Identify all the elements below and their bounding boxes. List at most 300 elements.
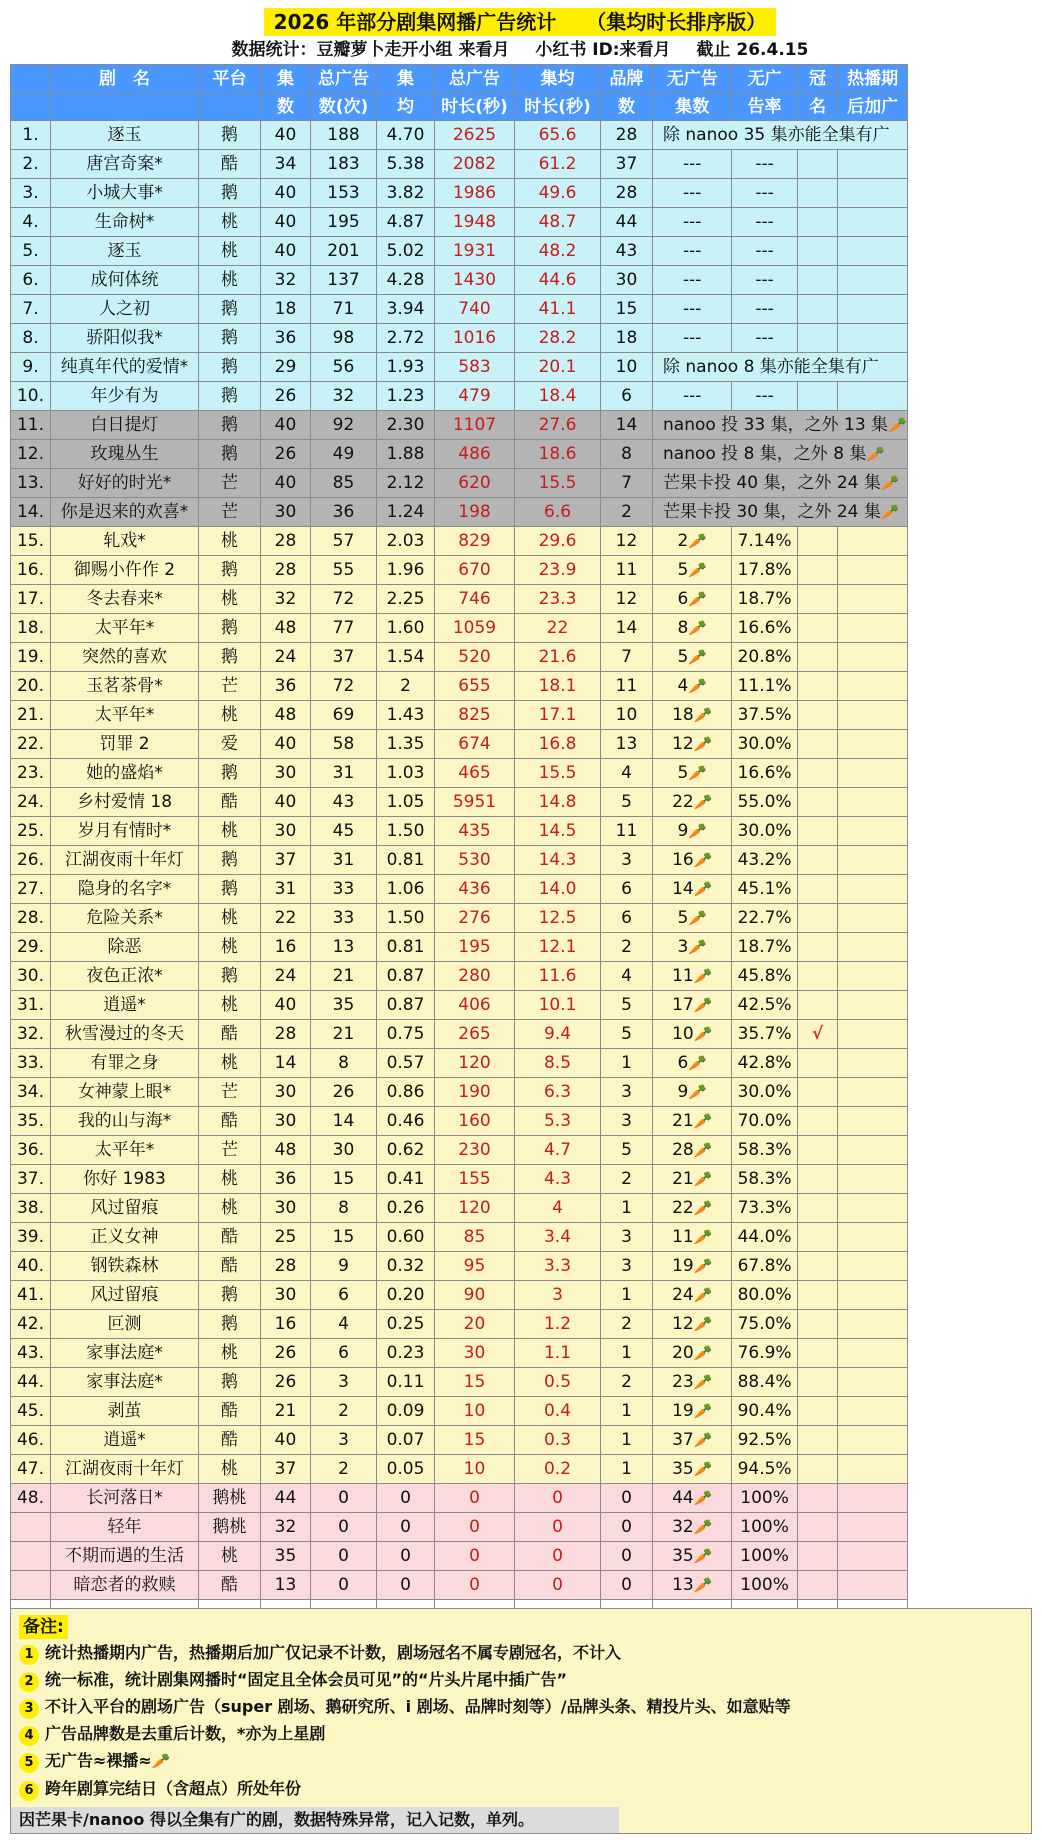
cell-platform: 鹅 [199, 643, 261, 672]
noad-value: 17 [672, 994, 694, 1015]
cell-brands: 5 [601, 1136, 653, 1165]
cell-name: 秋雪漫过的冬天 [51, 1020, 199, 1049]
cell-total-ads: 56 [311, 353, 377, 382]
cell-total-ads: 188 [311, 121, 377, 150]
cell-total-ads: 69 [311, 701, 377, 730]
table-row [11, 759, 908, 788]
cell-platform: 芒 [199, 672, 261, 701]
cell-noad-rate: 37.5% [732, 701, 797, 730]
cell-title-sponsor [797, 846, 838, 875]
table-row [11, 353, 908, 382]
cell-episodes: 35 [261, 1542, 311, 1571]
noad-value: 37 [672, 1429, 694, 1450]
carrot-icon: 🥕 [693, 1430, 713, 1449]
cell-noad-episodes [653, 788, 732, 817]
cell-avg: 4.70 [377, 121, 435, 150]
cell-note [653, 440, 908, 469]
table-row [11, 1252, 908, 1281]
table-row [11, 469, 908, 498]
cell-index: 40. [11, 1252, 51, 1281]
cell-title-sponsor [797, 643, 838, 672]
cell-total-ads: 201 [311, 237, 377, 266]
cell-index: 29. [11, 933, 51, 962]
cell-platform: 桃 [199, 527, 261, 556]
cell-per-episode-duration: 15.5 [515, 469, 601, 498]
cell-episodes: 21 [261, 1397, 311, 1426]
cell-platform: 鹅 [199, 324, 261, 353]
cell-later-ads [838, 1339, 907, 1368]
cell-note [653, 353, 908, 382]
table-row [11, 266, 908, 295]
cell-per-episode-duration: 22 [515, 614, 601, 643]
cell-avg: 0.60 [377, 1223, 435, 1252]
cell-platform: 桃 [199, 1165, 261, 1194]
cell-name: 正义女神 [51, 1223, 199, 1252]
cell-later-ads [838, 788, 907, 817]
cell-noad-episodes [653, 324, 732, 353]
cell-brands: 2 [601, 1368, 653, 1397]
cell-name: 冬去春来* [51, 585, 199, 614]
cell-later-ads [838, 1571, 907, 1600]
cell-episodes: 28 [261, 1020, 311, 1049]
cell-avg: 0.25 [377, 1310, 435, 1339]
cell-noad-rate: 7.14% [732, 527, 797, 556]
cell-episodes: 28 [261, 1252, 311, 1281]
cell-index: 35. [11, 1107, 51, 1136]
cell-index: 42. [11, 1310, 51, 1339]
cell-episodes: 40 [261, 179, 311, 208]
cell-name: 家事法庭* [51, 1339, 199, 1368]
cell-episodes: 32 [261, 266, 311, 295]
cell-noad-rate: --- [732, 295, 797, 324]
cell-avg: 4.87 [377, 208, 435, 237]
table-row [11, 1223, 908, 1252]
noad-value: --- [683, 269, 702, 290]
carrot-icon: 🥕 [693, 1169, 713, 1188]
carrot-icon: 🥕 [151, 1752, 171, 1770]
cell-total-duration: 120 [435, 1194, 515, 1223]
carrot-icon: 🥕 [693, 1024, 713, 1043]
table-row [11, 1571, 908, 1600]
cell-total-duration: 1986 [435, 179, 515, 208]
cell-avg: 5.38 [377, 150, 435, 179]
cell-per-episode-duration: 15.5 [515, 759, 601, 788]
cell-total-duration: 15 [435, 1368, 515, 1397]
cell-total-ads: 183 [311, 150, 377, 179]
cell-noad-rate: 35.7% [732, 1020, 797, 1049]
cell-index: 2. [11, 150, 51, 179]
cell-later-ads [838, 933, 907, 962]
cell-title-sponsor [797, 875, 838, 904]
cell-platform: 鹅 [199, 179, 261, 208]
cell-per-episode-duration: 41.1 [515, 295, 601, 324]
cell-total-duration: 465 [435, 759, 515, 788]
cell-total-duration: 30 [435, 1339, 515, 1368]
cell-index: 24. [11, 788, 51, 817]
cell-avg: 0 [377, 1513, 435, 1542]
table-row [11, 1136, 908, 1165]
cell-total-ads: 58 [311, 730, 377, 759]
cell-per-episode-duration: 0.2 [515, 1455, 601, 1484]
cell-brands: 5 [601, 991, 653, 1020]
note-item [11, 1639, 1031, 1666]
cell-brands: 6 [601, 382, 653, 411]
cell-later-ads [838, 266, 907, 295]
cell-total-duration: 1059 [435, 614, 515, 643]
cell-name: 轧戏* [51, 527, 199, 556]
header-title-sponsor-1: 冠 [797, 65, 838, 93]
cell-per-episode-duration: 29.6 [515, 527, 601, 556]
cell-noad-rate: 58.3% [732, 1165, 797, 1194]
cell-title-sponsor [797, 1281, 838, 1310]
cell-per-episode-duration: 44.6 [515, 266, 601, 295]
cell-avg: 1.43 [377, 701, 435, 730]
note-text: nanoo 投 8 集，之外 8 集 [663, 443, 867, 464]
cell-total-ads: 13 [311, 933, 377, 962]
cell-name: 好好的时光* [51, 469, 199, 498]
cell-name: 人之初 [51, 295, 199, 324]
cell-per-episode-duration: 0.5 [515, 1368, 601, 1397]
cell-total-duration: 0 [435, 1484, 515, 1513]
cell-total-ads: 0 [311, 1571, 377, 1600]
cell-later-ads [838, 1426, 907, 1455]
cell-episodes: 28 [261, 556, 311, 585]
cell-brands: 7 [601, 643, 653, 672]
cell-index: 7. [11, 295, 51, 324]
table-row [11, 1455, 908, 1484]
cell-index: 18. [11, 614, 51, 643]
subtitle-cutoff: 截止 26.4.15 [696, 40, 809, 60]
cell-index: 45. [11, 1397, 51, 1426]
cell-platform: 桃 [199, 1542, 261, 1571]
cell-avg: 1.05 [377, 788, 435, 817]
cell-per-episode-duration: 12.5 [515, 904, 601, 933]
cell-noad-episodes [653, 1426, 732, 1455]
header-noad-eps-2: 集数 [653, 93, 732, 121]
cell-title-sponsor [797, 295, 838, 324]
cell-avg: 0.75 [377, 1020, 435, 1049]
cell-name: 御赐小仵作 2 [51, 556, 199, 585]
cell-total-ads: 0 [311, 1513, 377, 1542]
header-total-ads-2: 数(次) [311, 93, 377, 121]
cell-total-duration: 479 [435, 382, 515, 411]
noad-value: 11 [672, 965, 694, 986]
cell-per-episode-duration: 18.1 [515, 672, 601, 701]
carrot-icon: 🥕 [693, 1488, 713, 1507]
cell-total-ads: 137 [311, 266, 377, 295]
cell-title-sponsor [797, 1513, 838, 1542]
cell-name: 她的盛焰* [51, 759, 199, 788]
cell-total-ads: 6 [311, 1281, 377, 1310]
cell-noad-rate: 76.9% [732, 1339, 797, 1368]
cell-brands: 7 [601, 469, 653, 498]
cell-avg: 1.35 [377, 730, 435, 759]
cell-total-duration: 1948 [435, 208, 515, 237]
cell-brands: 11 [601, 817, 653, 846]
cell-later-ads [838, 237, 907, 266]
cell-per-episode-duration: 28.2 [515, 324, 601, 353]
cell-name: 轻年 [51, 1513, 199, 1542]
cell-episodes: 22 [261, 904, 311, 933]
cell-later-ads [838, 1455, 907, 1484]
cell-brands: 1 [601, 1339, 653, 1368]
cell-title-sponsor [797, 788, 838, 817]
cell-avg: 1.93 [377, 353, 435, 382]
cell-later-ads [838, 846, 907, 875]
cell-index: 26. [11, 846, 51, 875]
carrot-icon: 🥕 [688, 560, 707, 579]
cell-title-sponsor: √ [797, 1020, 838, 1049]
cell-total-ads: 37 [311, 643, 377, 672]
cell-index: 48. [11, 1484, 51, 1513]
table-header [11, 65, 908, 121]
cell-name: 夜色正浓* [51, 962, 199, 991]
cell-avg: 0.62 [377, 1136, 435, 1165]
noad-value: 13 [672, 1574, 694, 1595]
cell-total-ads: 32 [311, 382, 377, 411]
cell-platform: 鹅 [199, 411, 261, 440]
cell-total-duration: 20 [435, 1310, 515, 1339]
cell-avg: 0.23 [377, 1339, 435, 1368]
cell-later-ads [838, 208, 907, 237]
cell-total-duration: 1016 [435, 324, 515, 353]
cell-later-ads [838, 1281, 907, 1310]
cell-noad-episodes [653, 1223, 732, 1252]
cell-noad-rate: 100% [732, 1571, 797, 1600]
cell-index: 21. [11, 701, 51, 730]
cell-title-sponsor [797, 237, 838, 266]
header-later-ads-1: 热播期 [838, 65, 907, 93]
cell-name: 太平年* [51, 701, 199, 730]
cell-index: 33. [11, 1049, 51, 1078]
header-total-dur-1: 总广告 [435, 65, 515, 93]
cell-total-duration: 195 [435, 933, 515, 962]
cell-brands: 2 [601, 1310, 653, 1339]
cell-noad-rate: 100% [732, 1542, 797, 1571]
table-row [11, 1484, 908, 1513]
cell-platform: 酷 [199, 788, 261, 817]
cell-name: 小城大事* [51, 179, 199, 208]
header-total-dur-2: 时长(秒) [435, 93, 515, 121]
cell-total-duration: 620 [435, 469, 515, 498]
cell-per-episode-duration: 48.7 [515, 208, 601, 237]
cell-total-ads: 49 [311, 440, 377, 469]
note-number: 6 [19, 1781, 39, 1801]
cell-noad-episodes [653, 1252, 732, 1281]
cell-index: 27. [11, 875, 51, 904]
cell-noad-rate: 18.7% [732, 933, 797, 962]
cell-episodes: 40 [261, 469, 311, 498]
cell-avg: 1.06 [377, 875, 435, 904]
cell-noad-rate: --- [732, 208, 797, 237]
cell-title-sponsor [797, 150, 838, 179]
cell-brands: 3 [601, 1107, 653, 1136]
carrot-icon: 🥕 [688, 821, 707, 840]
cell-total-ads: 43 [311, 788, 377, 817]
cell-episodes: 40 [261, 788, 311, 817]
table-row [11, 237, 908, 266]
note-text: 芒果卡投 40 集，之外 24 集 [663, 472, 881, 493]
cell-title-sponsor [797, 1426, 838, 1455]
note-text: 不计入平台的剧场广告（super 剧场、鹅研究所、i 剧场、品牌时刻等）/品牌头条、精投片头、如意贴等 [45, 1697, 791, 1716]
cell-later-ads [838, 527, 907, 556]
cell-avg: 1.96 [377, 556, 435, 585]
cell-name: 家事法庭* [51, 1368, 199, 1397]
cell-name: 唐宫奇案* [51, 150, 199, 179]
cell-note [653, 498, 908, 527]
cell-index: 37. [11, 1165, 51, 1194]
cell-total-duration: 0 [435, 1542, 515, 1571]
cell-episodes: 31 [261, 875, 311, 904]
noad-value: 20 [672, 1342, 694, 1363]
cell-avg: 2.12 [377, 469, 435, 498]
cell-brands: 0 [601, 1484, 653, 1513]
cell-per-episode-duration: 16.8 [515, 730, 601, 759]
cell-total-ads: 57 [311, 527, 377, 556]
cell-per-episode-duration: 0.4 [515, 1397, 601, 1426]
cell-index: 6. [11, 266, 51, 295]
cell-noad-episodes [653, 933, 732, 962]
cell-total-duration: 670 [435, 556, 515, 585]
cell-brands: 13 [601, 730, 653, 759]
cell-total-ads: 72 [311, 672, 377, 701]
ad-stats-table-wrapper [10, 64, 908, 1629]
cell-total-duration: 436 [435, 875, 515, 904]
cell-later-ads [838, 1136, 907, 1165]
cell-index: 47. [11, 1455, 51, 1484]
cell-title-sponsor [797, 614, 838, 643]
header-brands-1: 品牌 [601, 65, 653, 93]
noad-value: 5 [677, 646, 689, 667]
notes-section [10, 1608, 1032, 1834]
cell-total-ads: 195 [311, 208, 377, 237]
cell-total-duration: 740 [435, 295, 515, 324]
cell-total-duration: 5951 [435, 788, 515, 817]
cell-index: 38. [11, 1194, 51, 1223]
cell-title-sponsor [797, 962, 838, 991]
cell-total-duration: 435 [435, 817, 515, 846]
cell-total-duration: 95 [435, 1252, 515, 1281]
table-row [11, 1020, 908, 1049]
cell-brands: 2 [601, 498, 653, 527]
cell-noad-rate: 55.0% [732, 788, 797, 817]
cell-per-episode-duration: 6.3 [515, 1078, 601, 1107]
cell-name: 风过留痕 [51, 1281, 199, 1310]
cell-total-ads: 98 [311, 324, 377, 353]
cell-platform: 鹅 [199, 440, 261, 469]
cell-noad-episodes [653, 237, 732, 266]
cell-noad-episodes [653, 1310, 732, 1339]
table-body [11, 121, 908, 1629]
cell-episodes: 28 [261, 527, 311, 556]
table-row [11, 643, 908, 672]
carrot-icon: 🥕 [693, 1517, 713, 1536]
cell-platform: 桃 [199, 1049, 261, 1078]
cell-platform: 鹅桃 [199, 1513, 261, 1542]
table-row [11, 440, 908, 469]
cell-noad-episodes [653, 382, 732, 411]
cell-episodes: 48 [261, 614, 311, 643]
header-noad-eps-1: 无广告 [653, 65, 732, 93]
cell-avg: 1.03 [377, 759, 435, 788]
note-item [11, 1666, 1031, 1693]
cell-episodes: 36 [261, 672, 311, 701]
noad-value: 32 [672, 1516, 694, 1537]
noad-value: 11 [672, 1226, 694, 1247]
cell-episodes: 30 [261, 1281, 311, 1310]
cell-avg: 2.72 [377, 324, 435, 353]
cell-total-duration: 1931 [435, 237, 515, 266]
cell-index: 9. [11, 353, 51, 382]
cell-avg: 1.60 [377, 614, 435, 643]
cell-total-ads: 0 [311, 1542, 377, 1571]
cell-avg: 5.02 [377, 237, 435, 266]
cell-noad-episodes [653, 1339, 732, 1368]
cell-episodes: 30 [261, 1107, 311, 1136]
cell-noad-rate: 45.1% [732, 875, 797, 904]
cell-platform: 鹅 [199, 1368, 261, 1397]
header-per-ep-dur-2: 时长(秒) [515, 93, 601, 121]
cell-per-episode-duration: 14.3 [515, 846, 601, 875]
cell-noad-rate: --- [732, 150, 797, 179]
cell-noad-rate: 67.8% [732, 1252, 797, 1281]
cell-title-sponsor [797, 904, 838, 933]
cell-noad-episodes [653, 1513, 732, 1542]
cell-noad-rate: 30.0% [732, 730, 797, 759]
cell-total-duration: 276 [435, 904, 515, 933]
cell-platform: 桃 [199, 1194, 261, 1223]
table-row [11, 556, 908, 585]
cell-noad-episodes [653, 1078, 732, 1107]
cell-noad-rate: 16.6% [732, 614, 797, 643]
cell-total-ads: 15 [311, 1165, 377, 1194]
cell-title-sponsor [797, 1107, 838, 1136]
cell-platform: 芒 [199, 1078, 261, 1107]
cell-title-sponsor [797, 1339, 838, 1368]
cell-index: 3. [11, 179, 51, 208]
cell-per-episode-duration: 1.1 [515, 1339, 601, 1368]
cell-episodes: 40 [261, 730, 311, 759]
cell-index: 31. [11, 991, 51, 1020]
cell-name: 除恶 [51, 933, 199, 962]
cell-per-episode-duration: 14.5 [515, 817, 601, 846]
cell-title-sponsor [797, 1484, 838, 1513]
cell-title-sponsor [797, 179, 838, 208]
cell-brands: 30 [601, 266, 653, 295]
cell-brands: 10 [601, 353, 653, 382]
cell-brands: 0 [601, 1513, 653, 1542]
cell-noad-rate: --- [732, 266, 797, 295]
cell-noad-rate: 92.5% [732, 1426, 797, 1455]
table-row [11, 1165, 908, 1194]
cell-brands: 28 [601, 179, 653, 208]
cell-index: 43. [11, 1339, 51, 1368]
table-row [11, 1194, 908, 1223]
cell-name: 逐玉 [51, 121, 199, 150]
noad-value: 21 [672, 1168, 694, 1189]
cell-noad-episodes [653, 991, 732, 1020]
subtitle-xhs: 小红书 ID:来看月 [535, 40, 671, 60]
cell-name: 纯真年代的爱情* [51, 353, 199, 382]
cell-total-ads: 9 [311, 1252, 377, 1281]
cell-noad-episodes [653, 846, 732, 875]
cell-avg: 1.54 [377, 643, 435, 672]
cell-total-duration: 1430 [435, 266, 515, 295]
noad-value: --- [683, 182, 702, 203]
cell-title-sponsor [797, 730, 838, 759]
table-row [11, 1310, 908, 1339]
cell-episodes: 13 [261, 1571, 311, 1600]
